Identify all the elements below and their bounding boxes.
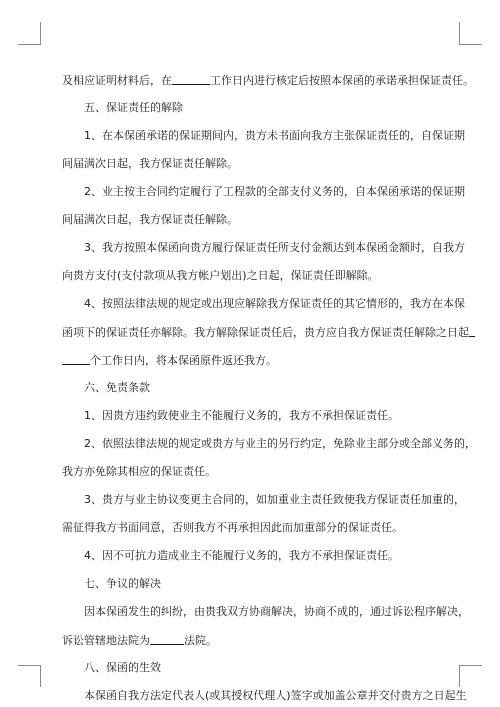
section-heading: 八、保函的生效	[84, 661, 161, 674]
paragraph-line: 4、按照法律法规的规定或出现应解除我方保证责任的其它情形的，我方在本保	[84, 297, 465, 310]
crop-mark-top-left	[40, 22, 41, 44]
paragraph-line: 我方亦免除其相应的保证责任。	[62, 465, 216, 478]
crop-mark-top-left	[18, 44, 41, 45]
crop-mark-bottom-left	[40, 665, 41, 687]
paragraph-line: 间届满次日起，我方保证责任解除。	[62, 213, 238, 226]
paragraph-line	[62, 325, 475, 340]
line-text: 工作日内进行核定后按照本保函的承诺承担保证责任。	[210, 74, 474, 87]
paragraph-line: 1、在本保函承诺的保证期间内，贵方未书面向我方主张保证责任的，自保证期	[84, 129, 465, 142]
crop-mark-bottom-right	[459, 665, 482, 666]
paragraph-line: 本保函自我方法定代表人(或其授权代理人)签字或加盖公章并交付贵方之日起生	[84, 689, 467, 702]
section-heading: 六、免责条款	[84, 381, 150, 394]
line-text: 个工作日内，将本保函原件返还我方。	[90, 354, 277, 367]
line-text: 法院。	[184, 634, 217, 647]
crop-mark-bottom-right	[459, 665, 460, 687]
fill-in-blank	[172, 73, 210, 85]
paragraph-line: 3、我方按照本保函向贵方履行保证责任所支付金额达到本保函金额时，自我方	[84, 241, 465, 254]
crop-mark-bottom-left	[18, 665, 41, 666]
line-text: 函项下的保证责任亦解除。我方解除保证责任后，贵方应自我方保证责任解除之日起	[62, 326, 469, 339]
paragraph-line: 向贵方支付(支付款项从我方帐户划出)之日起，保证责任即解除。	[62, 269, 379, 282]
section-heading: 七、争议的解决	[84, 577, 161, 590]
paragraph-line	[62, 73, 474, 88]
fill-in-blank	[150, 633, 184, 645]
line-text: 及相应证明材料后，在	[62, 74, 172, 87]
crop-mark-top-right	[459, 44, 482, 45]
paragraph-line: 2、依照法律法规的规定或贵方与业主的另行约定，免除业主部分或全部义务的，	[84, 437, 476, 450]
paragraph-line: 间届满次日起，我方保证责任解除。	[62, 157, 238, 170]
paragraph-line: 4、因不可抗力造成业主不能履行义务的，我方不承担保证责任。	[84, 549, 399, 562]
fill-in-blank	[62, 353, 90, 365]
paragraph-line	[62, 353, 277, 368]
paragraph-line: 2、业主按主合同约定履行了工程款的全部支付义务的，自本保函承诺的保证期	[84, 185, 465, 198]
fill-in-blank	[469, 325, 475, 337]
paragraph-line: 因本保函发生的纠纷，由贵我双方协商解决，协商不成的，通过诉讼程序解决，	[84, 605, 469, 618]
line-text: 诉讼管辖地法院为	[62, 634, 150, 647]
paragraph-line: 1、因贵方违约致使业主不能履行义务的，我方不承担保证责任。	[84, 409, 399, 422]
crop-mark-top-right	[459, 22, 460, 44]
paragraph-line: 3、贵方与业主协议变更主合同的，如加重业主责任致使我方保证责任加重的，	[84, 493, 465, 506]
paragraph-line	[62, 633, 217, 648]
section-heading: 五、保证责任的解除	[84, 101, 183, 114]
paragraph-line: 需征得我方书面同意，否则我方不再承担因此而加重部分的保证责任。	[62, 521, 403, 534]
